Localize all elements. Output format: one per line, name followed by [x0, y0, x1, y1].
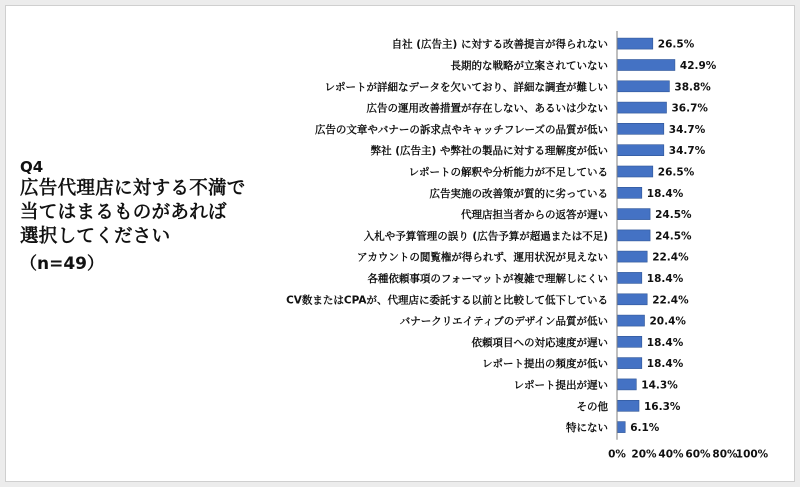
value-label-14: 18.4% [646, 336, 684, 349]
bar-14 [617, 336, 642, 347]
question-number: Q4 [20, 158, 44, 176]
x-tick-label-0: 0% [608, 448, 626, 461]
bar-9 [617, 230, 650, 241]
bar-13 [617, 315, 645, 326]
value-label-4: 34.7% [668, 123, 706, 136]
value-label-18: 6.1% [630, 422, 660, 435]
bar-10 [617, 251, 647, 262]
category-label-3: 広告の運用改善措置が存在しない、あるいは少ない [366, 102, 608, 115]
value-label-16: 14.3% [641, 379, 678, 392]
category-label-12: CV数またはCPAが、代理店に委託する以前と比較して低下している [286, 294, 608, 307]
value-label-2: 38.8% [674, 81, 711, 94]
value-label-6: 26.5% [657, 166, 695, 179]
value-label-12: 22.4% [652, 294, 689, 307]
bar-8 [617, 209, 650, 220]
category-label-14: 依頼項目への対応速度が遅い [471, 336, 608, 349]
value-label-13: 20.4% [649, 315, 686, 328]
x-tick-label-1: 20% [631, 448, 657, 461]
category-label-5: 弊社 (広告主) や弊社の製品に対する理解度が低い [370, 145, 608, 158]
bar-7 [617, 187, 642, 198]
bar-16 [617, 379, 636, 390]
category-label-13: バナークリエイティブのデザイン品質が低い [399, 315, 608, 328]
value-label-15: 18.4% [646, 358, 684, 371]
category-label-8: 代理店担当者からの返答が遅い [461, 209, 608, 222]
bar-18 [617, 422, 625, 433]
category-label-1: 長期的な戦略が立案されていない [450, 60, 608, 72]
category-label-16: レポート提出が遅い [513, 379, 608, 392]
category-label-18: 特にない [566, 422, 608, 435]
value-label-10: 22.4% [652, 251, 689, 264]
x-tick-label-4: 80% [712, 448, 738, 461]
x-tick-label-3: 60% [685, 448, 711, 461]
category-label-4: 広告の文章やバナーの訴求点やキャッチフレーズの品質が低い [314, 123, 608, 136]
question-line-3: 選択してください [20, 226, 171, 247]
bar-11 [617, 272, 642, 283]
bar-5 [617, 145, 664, 156]
category-label-11: 各種依頼事項のフォーマットが複雑で理解しにくい [367, 272, 608, 285]
category-label-0: 自社 (広告主) に対する改善提言が得られない [391, 38, 608, 51]
value-label-11: 18.4% [646, 272, 684, 285]
x-tick-label-5: 100% [735, 448, 769, 461]
sample-size: （n=49） [20, 254, 105, 274]
bar-0 [617, 38, 653, 49]
bar-12 [617, 294, 647, 305]
bar-1 [617, 60, 675, 71]
category-label-9: 入札や予算管理の誤り (広告予算が超過または不足) [363, 230, 608, 243]
category-label-15: レポート提出の頻度が低い [482, 358, 608, 371]
value-label-17: 16.3% [644, 400, 681, 413]
value-label-5: 34.7% [668, 145, 706, 158]
bar-15 [617, 358, 642, 369]
category-label-2: レポートが詳細なデータを欠いており、詳細な調査が難しい [324, 81, 608, 94]
bar-17 [617, 400, 639, 411]
value-label-3: 36.7% [671, 102, 708, 115]
x-tick-label-2: 40% [658, 448, 684, 461]
value-label-7: 18.4% [646, 187, 684, 200]
question-line-2: 当てはまるものがあれば [20, 202, 227, 223]
bar-6 [617, 166, 653, 177]
value-label-1: 42.9% [679, 60, 717, 72]
value-label-0: 26.5% [657, 38, 695, 51]
bar-4 [617, 123, 664, 134]
x-axis [608, 31, 769, 461]
category-label-17: その他 [576, 400, 608, 413]
value-label-9: 24.5% [655, 230, 692, 243]
bar-2 [617, 81, 669, 92]
bar-3 [617, 102, 667, 113]
category-label-7: 広告実施の改善策が質的に劣っている [429, 187, 608, 200]
question-line-1: 広告代理店に対する不満で [20, 178, 246, 199]
category-label-6: レポートの解釈や分析能力が不足している [408, 166, 608, 179]
category-label-10: アカウントの閲覧権が得られず、運用状況が見えない [356, 251, 608, 264]
category-labels [286, 38, 608, 435]
value-label-8: 24.5% [655, 209, 692, 222]
